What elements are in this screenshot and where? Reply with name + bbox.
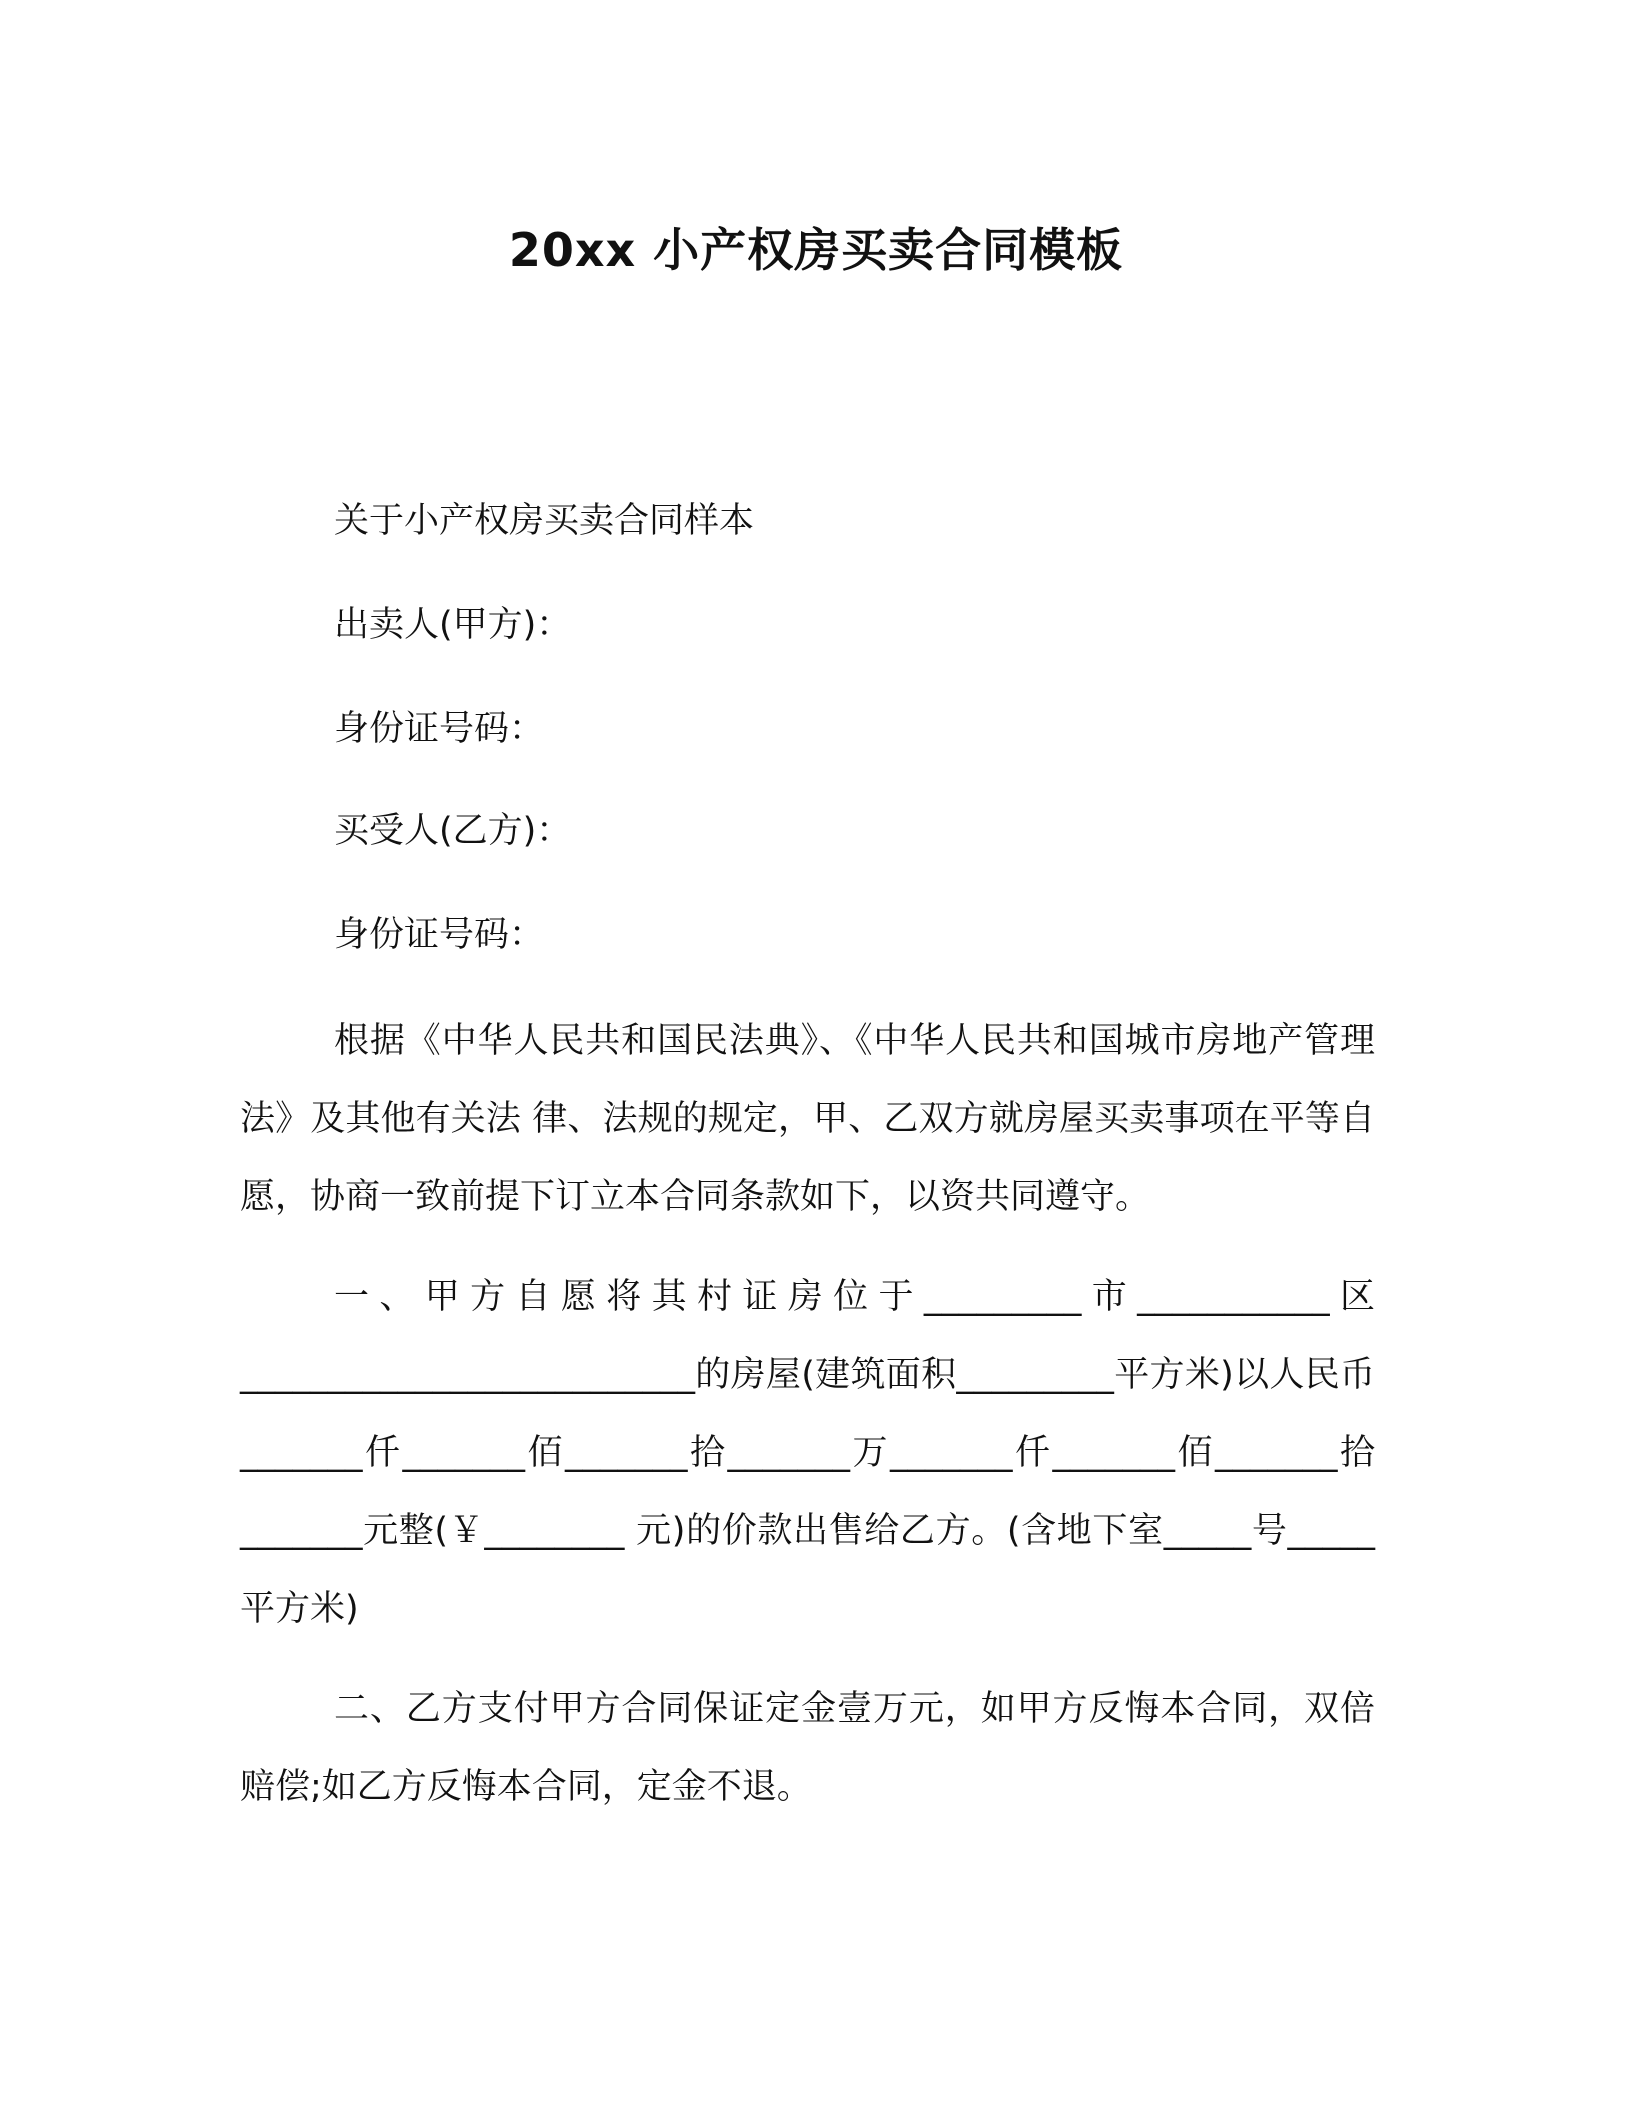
seller-label: 出卖人(甲方)： [334, 605, 572, 645]
buyer-label: 买受人(乙方)： [334, 811, 572, 851]
document-title: 20xx 小产权房买卖合同模板 [508, 223, 1124, 277]
buyer-id-label: 身份证号码： [334, 915, 545, 955]
document-subtitle: 关于小产权房买卖合同样本 [334, 501, 755, 541]
clause-two-paragraph: 二、乙方支付甲方合同保证定金壹万元，如甲方反悔本合同，双倍赔偿;如乙方反悔本合同，定金不退。 [240, 1689, 1375, 1807]
clause-one-paragraph: 一、甲方自愿将其村证房位于_________市___________区__________________________的房屋(建筑面积_________平方米)以人民币_______仟_______佰_______拾_______万_______仟_______佰_______拾_______元整(￥________ 元)的价款出售给乙方。(含地下室_____号_____平方米) [240, 1277, 1375, 1629]
preamble-paragraph: 根据《中华人民共和国民法典》、《中华人民共和国城市房地产管理法》及其他有关法 律、法规的规定，甲、乙双方就房屋买卖事项在平等自愿，协商一致前提下订立本合同条款如下，以资共同遵守。 [240, 1021, 1375, 1217]
seller-id-label: 身份证号码： [334, 709, 545, 749]
